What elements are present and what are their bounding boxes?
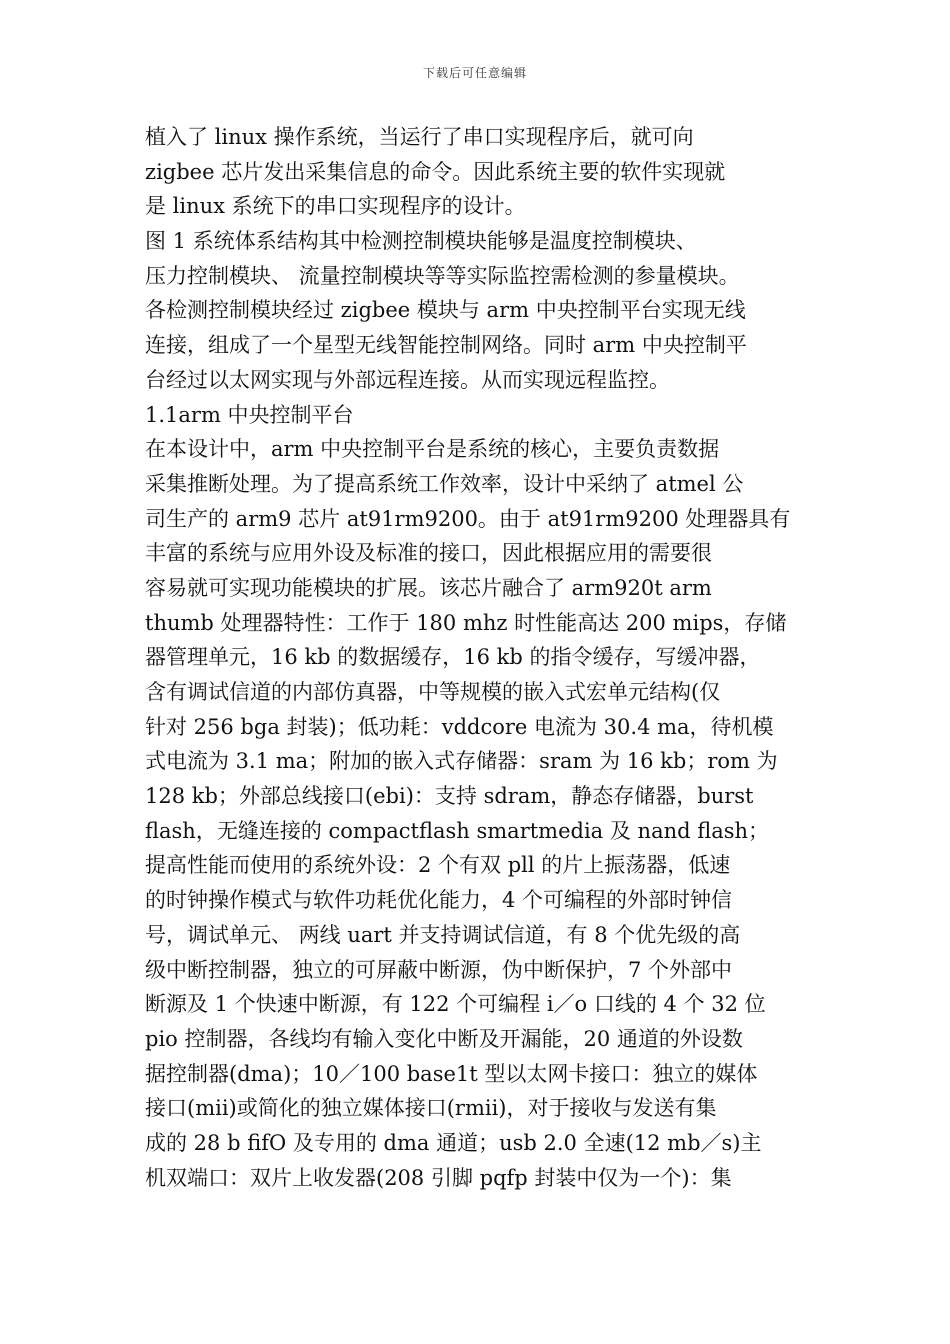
text-line: 台经过以太网实现与外部远程连接。从而实现远程监控。	[145, 367, 670, 392]
text-line: thumb 处理器特性：工作于 180 mhz 时性能高达 200 mips，存储	[145, 610, 787, 635]
text-line: flash，无缝连接的 compactflash smartmedia 及 nand flash；	[145, 818, 770, 843]
text-line: 针对 256 bga 封装)；低功耗：vddcore 电流为 30.4 ma，待机模	[145, 714, 774, 739]
text-line: 号，调试单元、 两线 uart 并支持调试信道，有 8 个优先级的高	[145, 922, 741, 947]
text-line: 丰富的系统与应用外设及标准的接口，因此根据应用的需要很	[145, 541, 712, 566]
page-header: 下载后可任意编辑	[422, 66, 527, 80]
text-line: 的时钟操作模式与软件功耗优化能力，4 个可编程的外部时钟信	[145, 888, 733, 913]
text-line: 各检测控制模块经过 zigbee 模块与 arm 中央控制平台实现无线	[145, 298, 746, 323]
text-line: 连接，组成了一个星型无线智能控制网络。同时 arm 中央控制平	[145, 333, 747, 358]
text-line: 提高性能而使用的系统外设：2 个有双 pll 的片上振荡器，低速	[145, 853, 731, 878]
text-line: 接口(mii)或简化的独立媒体接口(rmii)，对于接收与发送有集	[145, 1096, 717, 1121]
text-line: 采集推断处理。为了提高系统工作效率，设计中采纳了 atmel 公	[145, 471, 744, 496]
text-line: 植入了 linux 操作系统，当运行了串口实现程序后，就可向	[145, 125, 694, 149]
text-line: 断源及 1 个快速中断源，有 122 个可编程 i／o 口线的 4 个 32 位	[145, 992, 766, 1017]
body-text	[145, 120, 795, 1195]
text-line: 含有调试信道的内部仿真器，中等规模的嵌入式宏单元结构(仅	[145, 680, 721, 704]
text-line: pio 控制器，各线均有输入变化中断及开漏能，20 通道的外设数	[145, 1026, 743, 1051]
text-line: 机双端口：双片上收发器(208 引脚 pqfp 封装中仅为一个)：集	[145, 1165, 732, 1190]
text-line: 容易就可实现功能模块的扩展。该芯片融合了 arm920t arm	[145, 575, 712, 600]
text-line: 司生产的 arm9 芯片 at91rm9200。由于 at91rm9200 处理器具有	[145, 506, 791, 531]
text-line: 是 linux 系统下的串口实现程序的设计。	[145, 194, 526, 219]
text-line: 在本设计中，arm 中央控制平台是系统的核心，主要负责数据	[145, 437, 720, 462]
text-line: 级中断控制器，独立的可屏蔽中断源，伪中断保护，7 个外部中	[145, 957, 733, 982]
text-line: 器管理单元，16 kb 的数据缓存，16 kb 的指令缓存，写缓冲器，	[145, 645, 761, 670]
text-line: 据控制器(dma)；10／100 base1t 型以太网卡接口：独立的媒体	[145, 1061, 758, 1086]
text-line: zigbee 芯片发出采集信息的命令。因此系统主要的软件实现就	[145, 159, 726, 184]
text-line: 式电流为 3.1 ma；附加的嵌入式存储器：sram 为 16 kb；rom 为	[145, 749, 778, 774]
section-heading: 1.1arm 中央控制平台	[145, 402, 354, 427]
text-line: 128 kb；外部总线接口(ebi)：支持 sdram，静态存储器，burst	[145, 784, 754, 809]
text-line: 压力控制模块、 流量控制模块等等实际监控需检测的参量模块。	[145, 263, 740, 288]
text-line: 图 1 系统体系结构其中检测控制模块能够是温度控制模块、	[145, 229, 697, 254]
text-line: 成的 28 b fifO 及专用的 dma 通道；usb 2.0 全速(12 mb／s)主	[145, 1130, 762, 1155]
